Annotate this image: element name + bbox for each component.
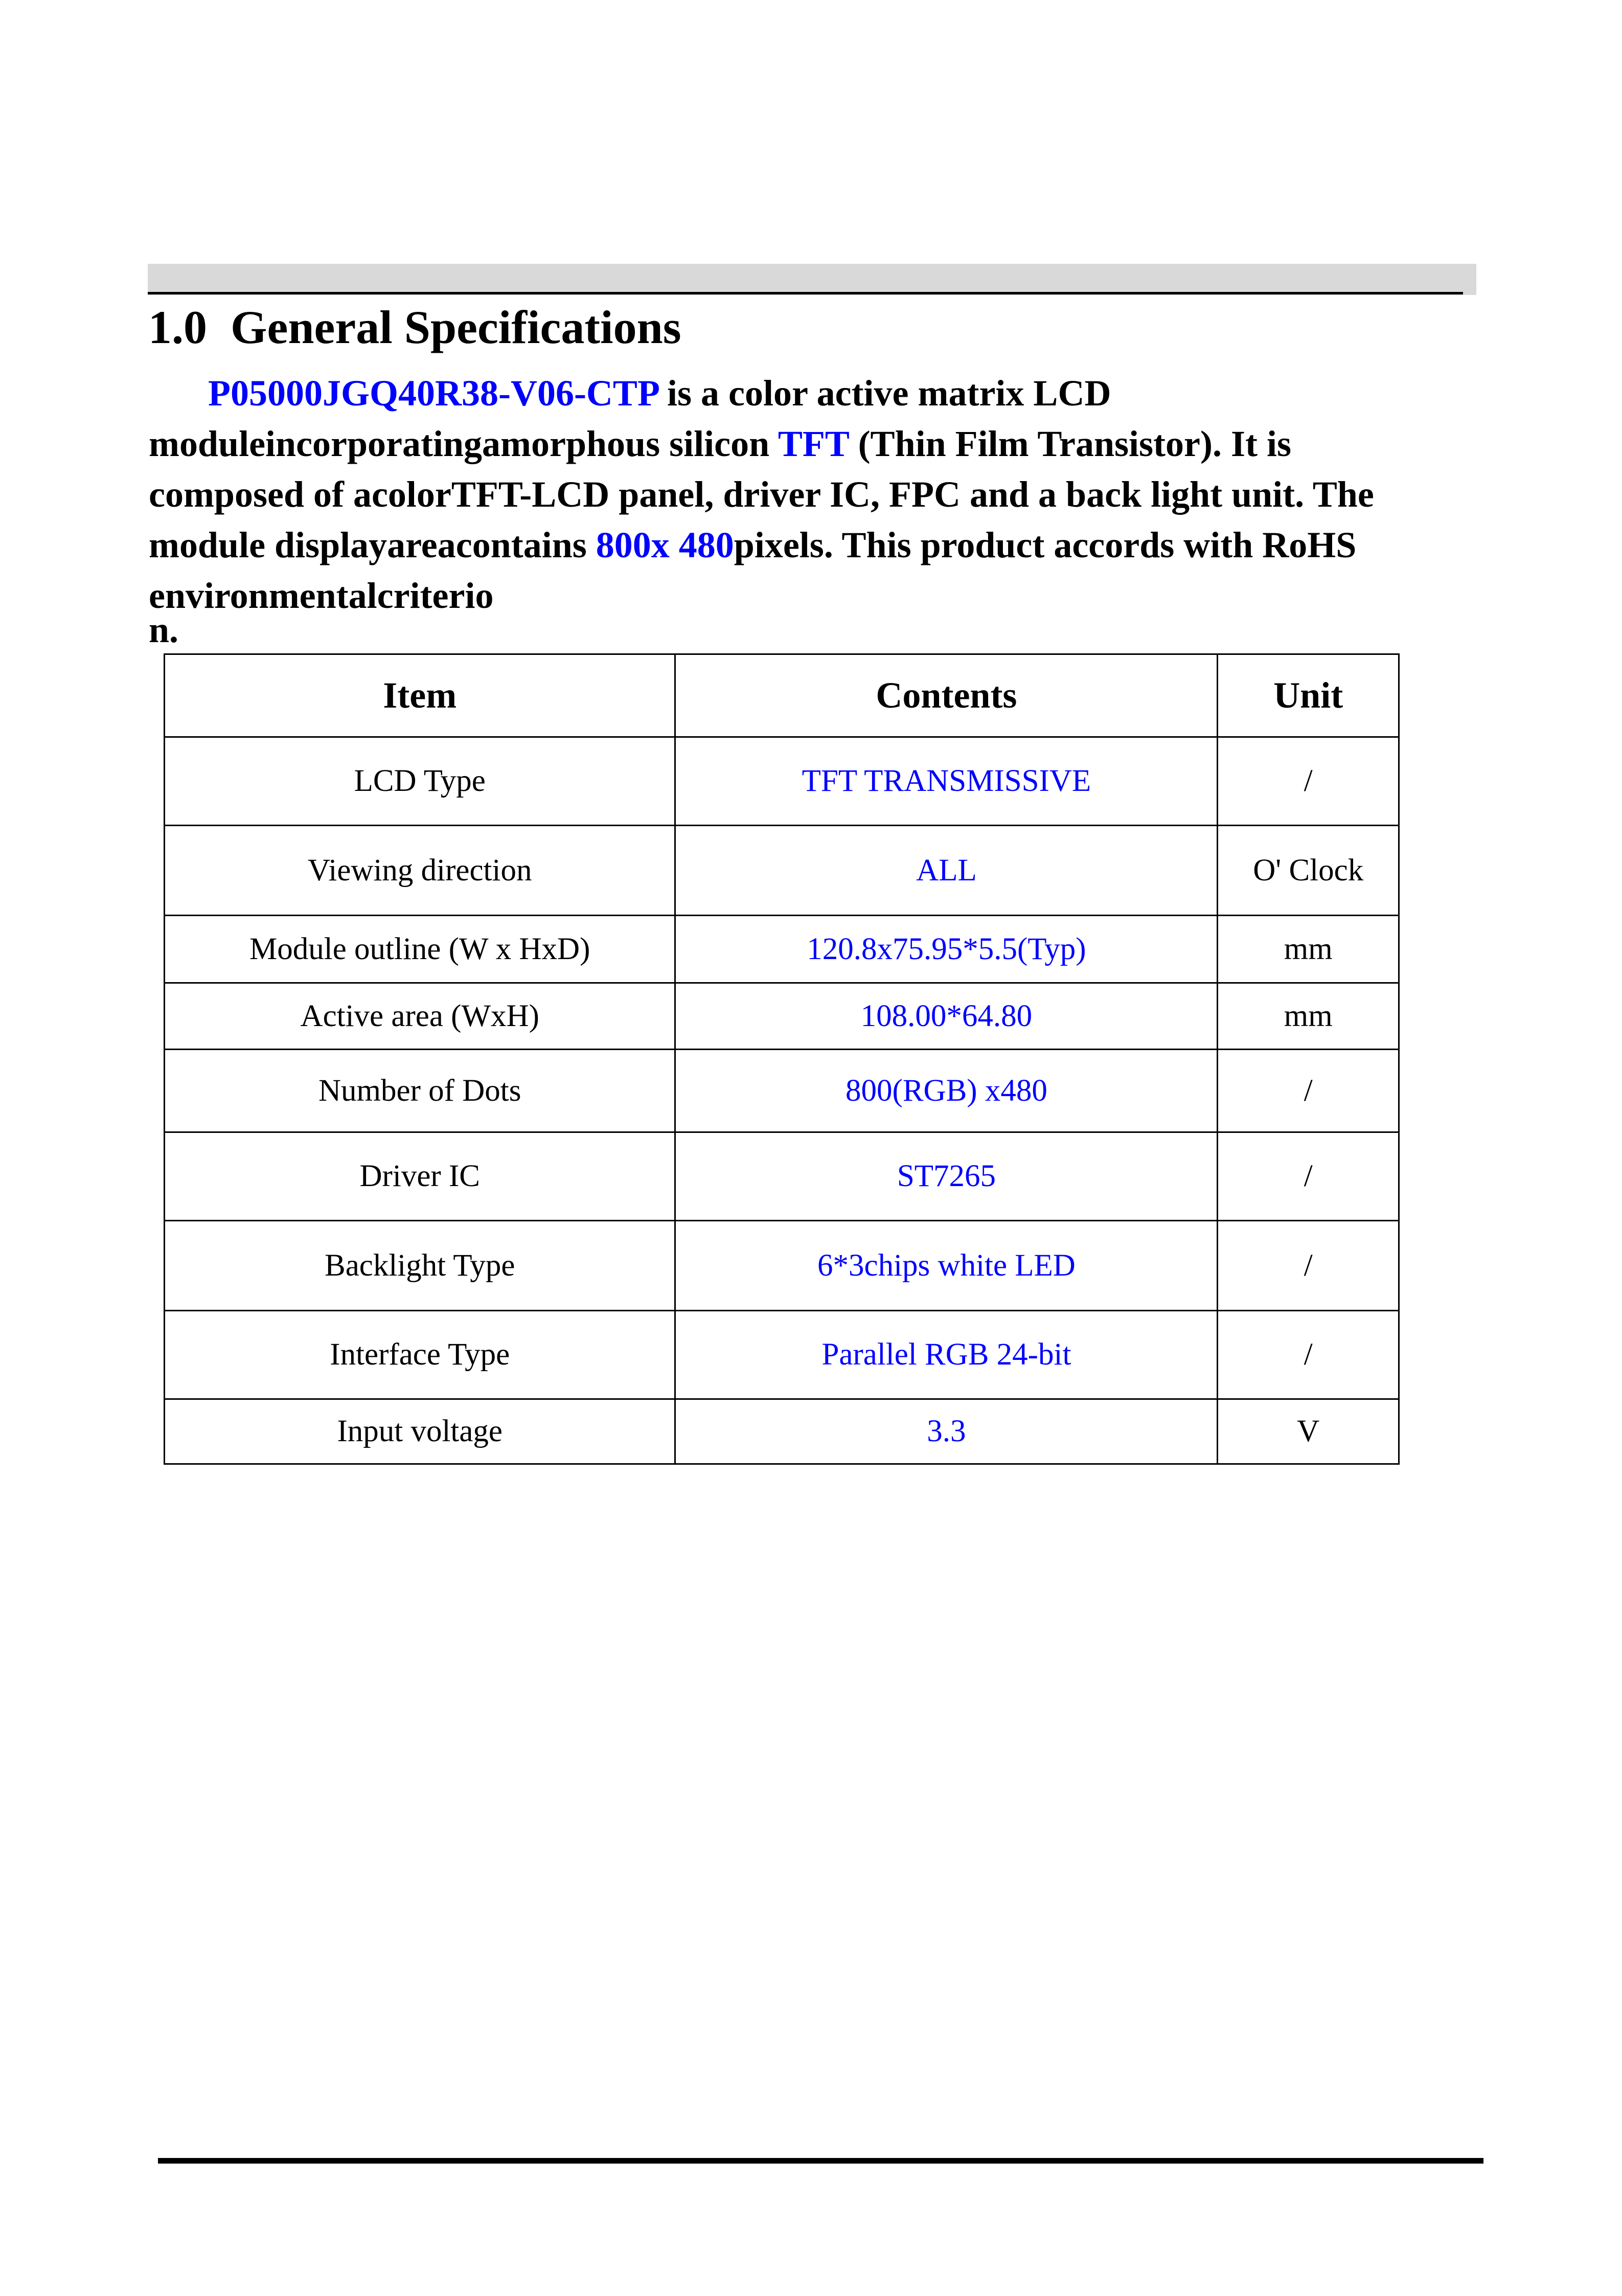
tft-highlight: TFT (778, 423, 849, 464)
cell-contents: TFT TRANSMISSIVE (675, 737, 1218, 826)
cell-unit: / (1218, 1311, 1399, 1399)
paragraph-line (149, 419, 1488, 469)
cell-unit: O' Clock (1218, 826, 1399, 916)
cell-contents: 800(RGB) x480 (675, 1050, 1218, 1132)
cell-contents: ALL (675, 826, 1218, 916)
cell-contents: 3.3 (675, 1399, 1218, 1464)
cell-item: Viewing direction (165, 826, 675, 916)
cell-unit: mm (1218, 983, 1399, 1050)
cell-unit: mm (1218, 916, 1399, 983)
cell-item: Number of Dots (165, 1050, 675, 1132)
table-row (165, 916, 1399, 983)
cell-item: Active area (WxH) (165, 983, 675, 1050)
cell-contents: ST7265 (675, 1132, 1218, 1221)
footer-rule (158, 2158, 1483, 2164)
cell-unit: / (1218, 1132, 1399, 1221)
cell-item: Driver IC (165, 1132, 675, 1221)
paragraph-line: n. (149, 609, 179, 650)
table-header-row (165, 654, 1399, 737)
table-row (165, 1399, 1399, 1464)
cell-unit: / (1218, 1221, 1399, 1311)
paragraph-line (149, 520, 1488, 571)
cell-contents: Parallel RGB 24-bit (675, 1311, 1218, 1399)
header-contents: Contents (675, 654, 1218, 737)
paragraph-text: is a color active matrix LCD (657, 373, 1111, 414)
cell-contents: 120.8x75.95*5.5(Typ) (675, 916, 1218, 983)
model-number: P05000JGQ40R38-V06-CTP (208, 373, 658, 414)
table-row (165, 1050, 1399, 1132)
cell-item: Module outline (W x HxD) (165, 916, 675, 983)
cell-item: Input voltage (165, 1399, 675, 1464)
paragraph-line: composed of acolorTFT-LCD panel, driver IC, FPC and a back light unit. The (149, 474, 1374, 515)
cell-contents: 108.00*64.80 (675, 983, 1218, 1050)
paragraph-text: pixels. This product accords with RoHS (734, 525, 1357, 565)
cell-item: Interface Type (165, 1311, 675, 1399)
table-row (165, 983, 1399, 1050)
resolution-highlight: 800x 480 (596, 525, 734, 565)
section-header-bar (148, 264, 1476, 295)
paragraph-line: environmentalcriterio (149, 575, 494, 616)
table-row (165, 826, 1399, 916)
table-row (165, 1132, 1399, 1221)
table-row (165, 737, 1399, 826)
header-rule (148, 292, 1463, 294)
paragraph-text: (Thin Film Transistor). It is (849, 423, 1291, 464)
cell-unit: V (1218, 1399, 1399, 1464)
header-item: Item (165, 654, 675, 737)
cell-unit: / (1218, 1050, 1399, 1132)
cell-contents: 6*3chips white LED (675, 1221, 1218, 1311)
table-row (165, 1221, 1399, 1311)
cell-unit: / (1218, 737, 1399, 826)
description-paragraph (149, 368, 1488, 621)
spec-table (164, 653, 1400, 1465)
header-unit: Unit (1218, 654, 1399, 737)
paragraph-line (149, 368, 1488, 419)
cell-item: LCD Type (165, 737, 675, 826)
table-row (165, 1311, 1399, 1399)
cell-item: Backlight Type (165, 1221, 675, 1311)
section-heading: 1.0 General Specifications (148, 301, 681, 353)
paragraph-text: moduleincorporatingamorphous silicon (149, 423, 778, 464)
paragraph-text: module displayareacontains (149, 525, 596, 565)
